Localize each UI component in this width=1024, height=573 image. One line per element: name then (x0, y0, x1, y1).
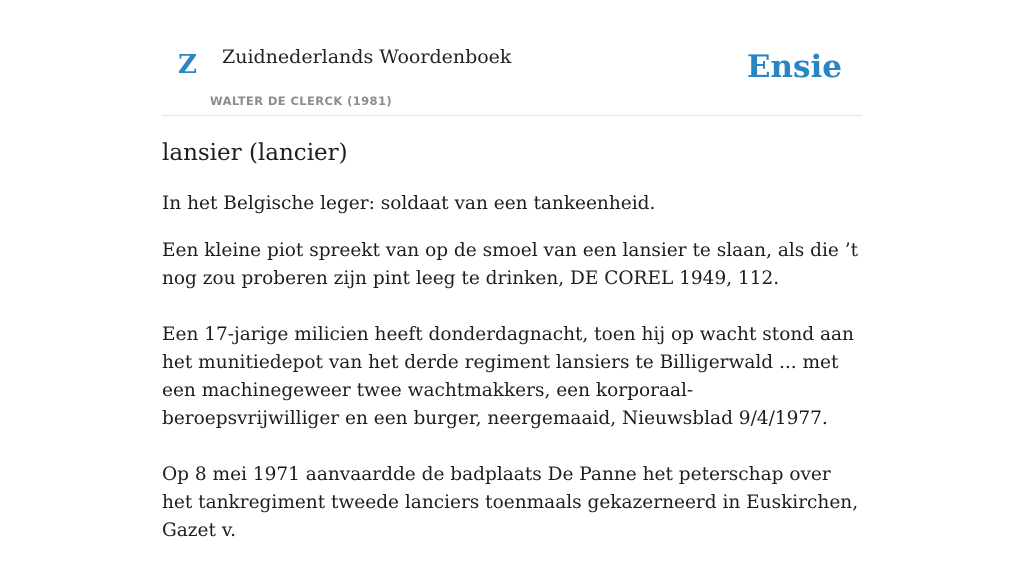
dictionary-author: WALTER DE CLERCK (1981) (210, 94, 393, 108)
dictionary-logo[interactable]: Z (178, 50, 197, 80)
ensie-brand-logo[interactable]: Ensie (746, 49, 842, 85)
entry-example: Op 8 mei 1971 aanvaardde de badplaats De Panne het peterschap over het tankregiment tweede lanciers toenmaals gekazerneerd in Euskirchen, Gazet v. (162, 464, 859, 541)
dictionary-title-link[interactable]: Zuidnederlands Woordenboek (222, 46, 512, 68)
entry-body (162, 190, 862, 573)
entry-example: Een kleine piot spreekt van op de smoel van een lansier te slaan, als die ’t nog zou proberen zijn pint leeg te drinken, DE COREL 1949, 112. (162, 240, 859, 289)
content-container (162, 0, 862, 541)
entry-definition: In het Belgische leger: soldaat van een tankeenheid. (162, 193, 656, 214)
entry-title: lansier (lancier) (162, 140, 348, 166)
dictionary-header (162, 0, 862, 116)
entry-example: Een 17-jarige milicien heeft donderdagnacht, toen hij op wacht stond aan het munitiedepot van het derde regiment lansiers te Billigerwald ... met een machinegeweer twee wachtmakkers, een korporaal-beroepsvrijwilliger en een burger, neergemaaid, Nieuwsblad 9/4/1977. (162, 324, 854, 429)
